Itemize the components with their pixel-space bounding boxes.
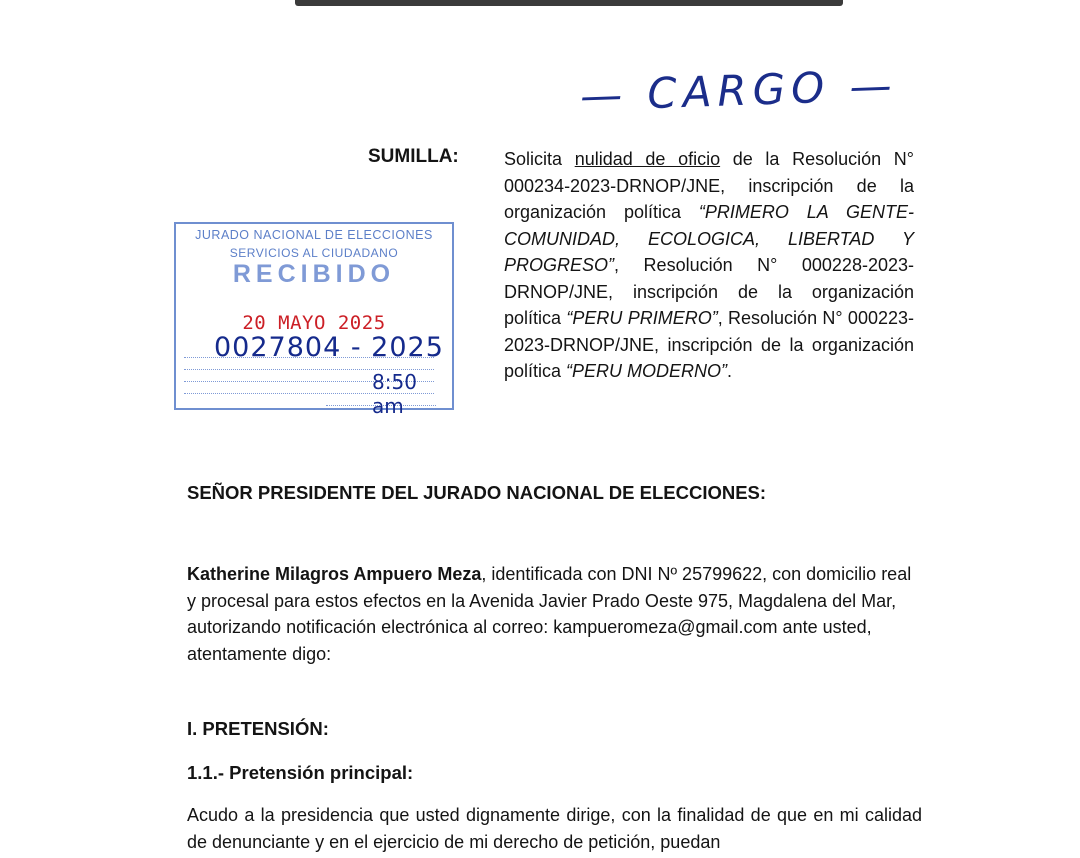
handwritten-cargo-note: — CARGO — — [579, 60, 899, 121]
underlined-phrase: nulidad de oficio — [574, 149, 721, 169]
org-name: “PRIMERO LA GENTE-COMUNIDAD, ECOLOGICA, LIBERTAD Y PROGRESO” — [504, 202, 914, 275]
org-name: “PERU PRIMERO” — [566, 308, 718, 328]
stamp-date: 20 MAYO 2025 — [242, 312, 386, 334]
stamp-service: SERVICIOS AL CIUDADANO — [229, 246, 399, 260]
section-title: I. PRETENSIÓN: — [187, 718, 329, 739]
stamp-line — [184, 356, 434, 358]
reception-stamp — [174, 222, 454, 418]
org-name: “PERU MODERNO” — [566, 361, 728, 381]
addressee-heading: SEÑOR PRESIDENTE DEL JURADO NACIONAL DE ELECCIONES: — [187, 482, 767, 503]
stamp-received: RECIBIDO — [232, 260, 396, 288]
stamp-handwritten-number: 0027804 - 2025 — [214, 332, 444, 363]
sumilla-text: Solicita nulidad de oficio de la Resolución N° 000234-2023-DRNOP/JNE, inscripción de la organización política “PRIMERO LA GENTE-COMUNIDAD, ECOLOGICA, LIBERTAD Y PROGRESO”, Resolución N° 000228-2023-DRNOP/JNE, inscripción de la organización política “PERU PRIMERO”, Resolución N° 000223-2023-DRNOP/JNE, inscripción de la organización política “PERU MODERNO”. — [504, 149, 914, 381]
subsection-title: 1.1.- Pretensión principal: — [187, 762, 414, 783]
page-top-edge — [295, 0, 843, 6]
stamp-institution: JURADO NACIONAL DE ELECCIONES — [195, 228, 433, 242]
intro-paragraph: Katherine Milagros Ampuero Meza, identificada con DNI Nº 25799622, con domicilio real y procesal para estos efectos en la Avenida Javier Prado Oeste 975, Magdalena del Mar, autorizando notificación electrónica al correo: kampueromeza@gmail.com ante usted, atentamente digo: — [187, 564, 912, 664]
stamp-handwritten-time: 8:50 am — [372, 370, 417, 418]
sumilla-label: SUMILLA: — [368, 146, 459, 167]
bleed-through-text — [190, 650, 930, 780]
body-paragraph: Acudo a la presidencia que usted dignamente dirige, con la finalidad de que en mi calidad de denunciante y en el ejercicio de mi derecho de petición, puedan — [187, 805, 922, 852]
petitioner-name: Katherine Milagros Ampuero Meza — [187, 564, 482, 584]
